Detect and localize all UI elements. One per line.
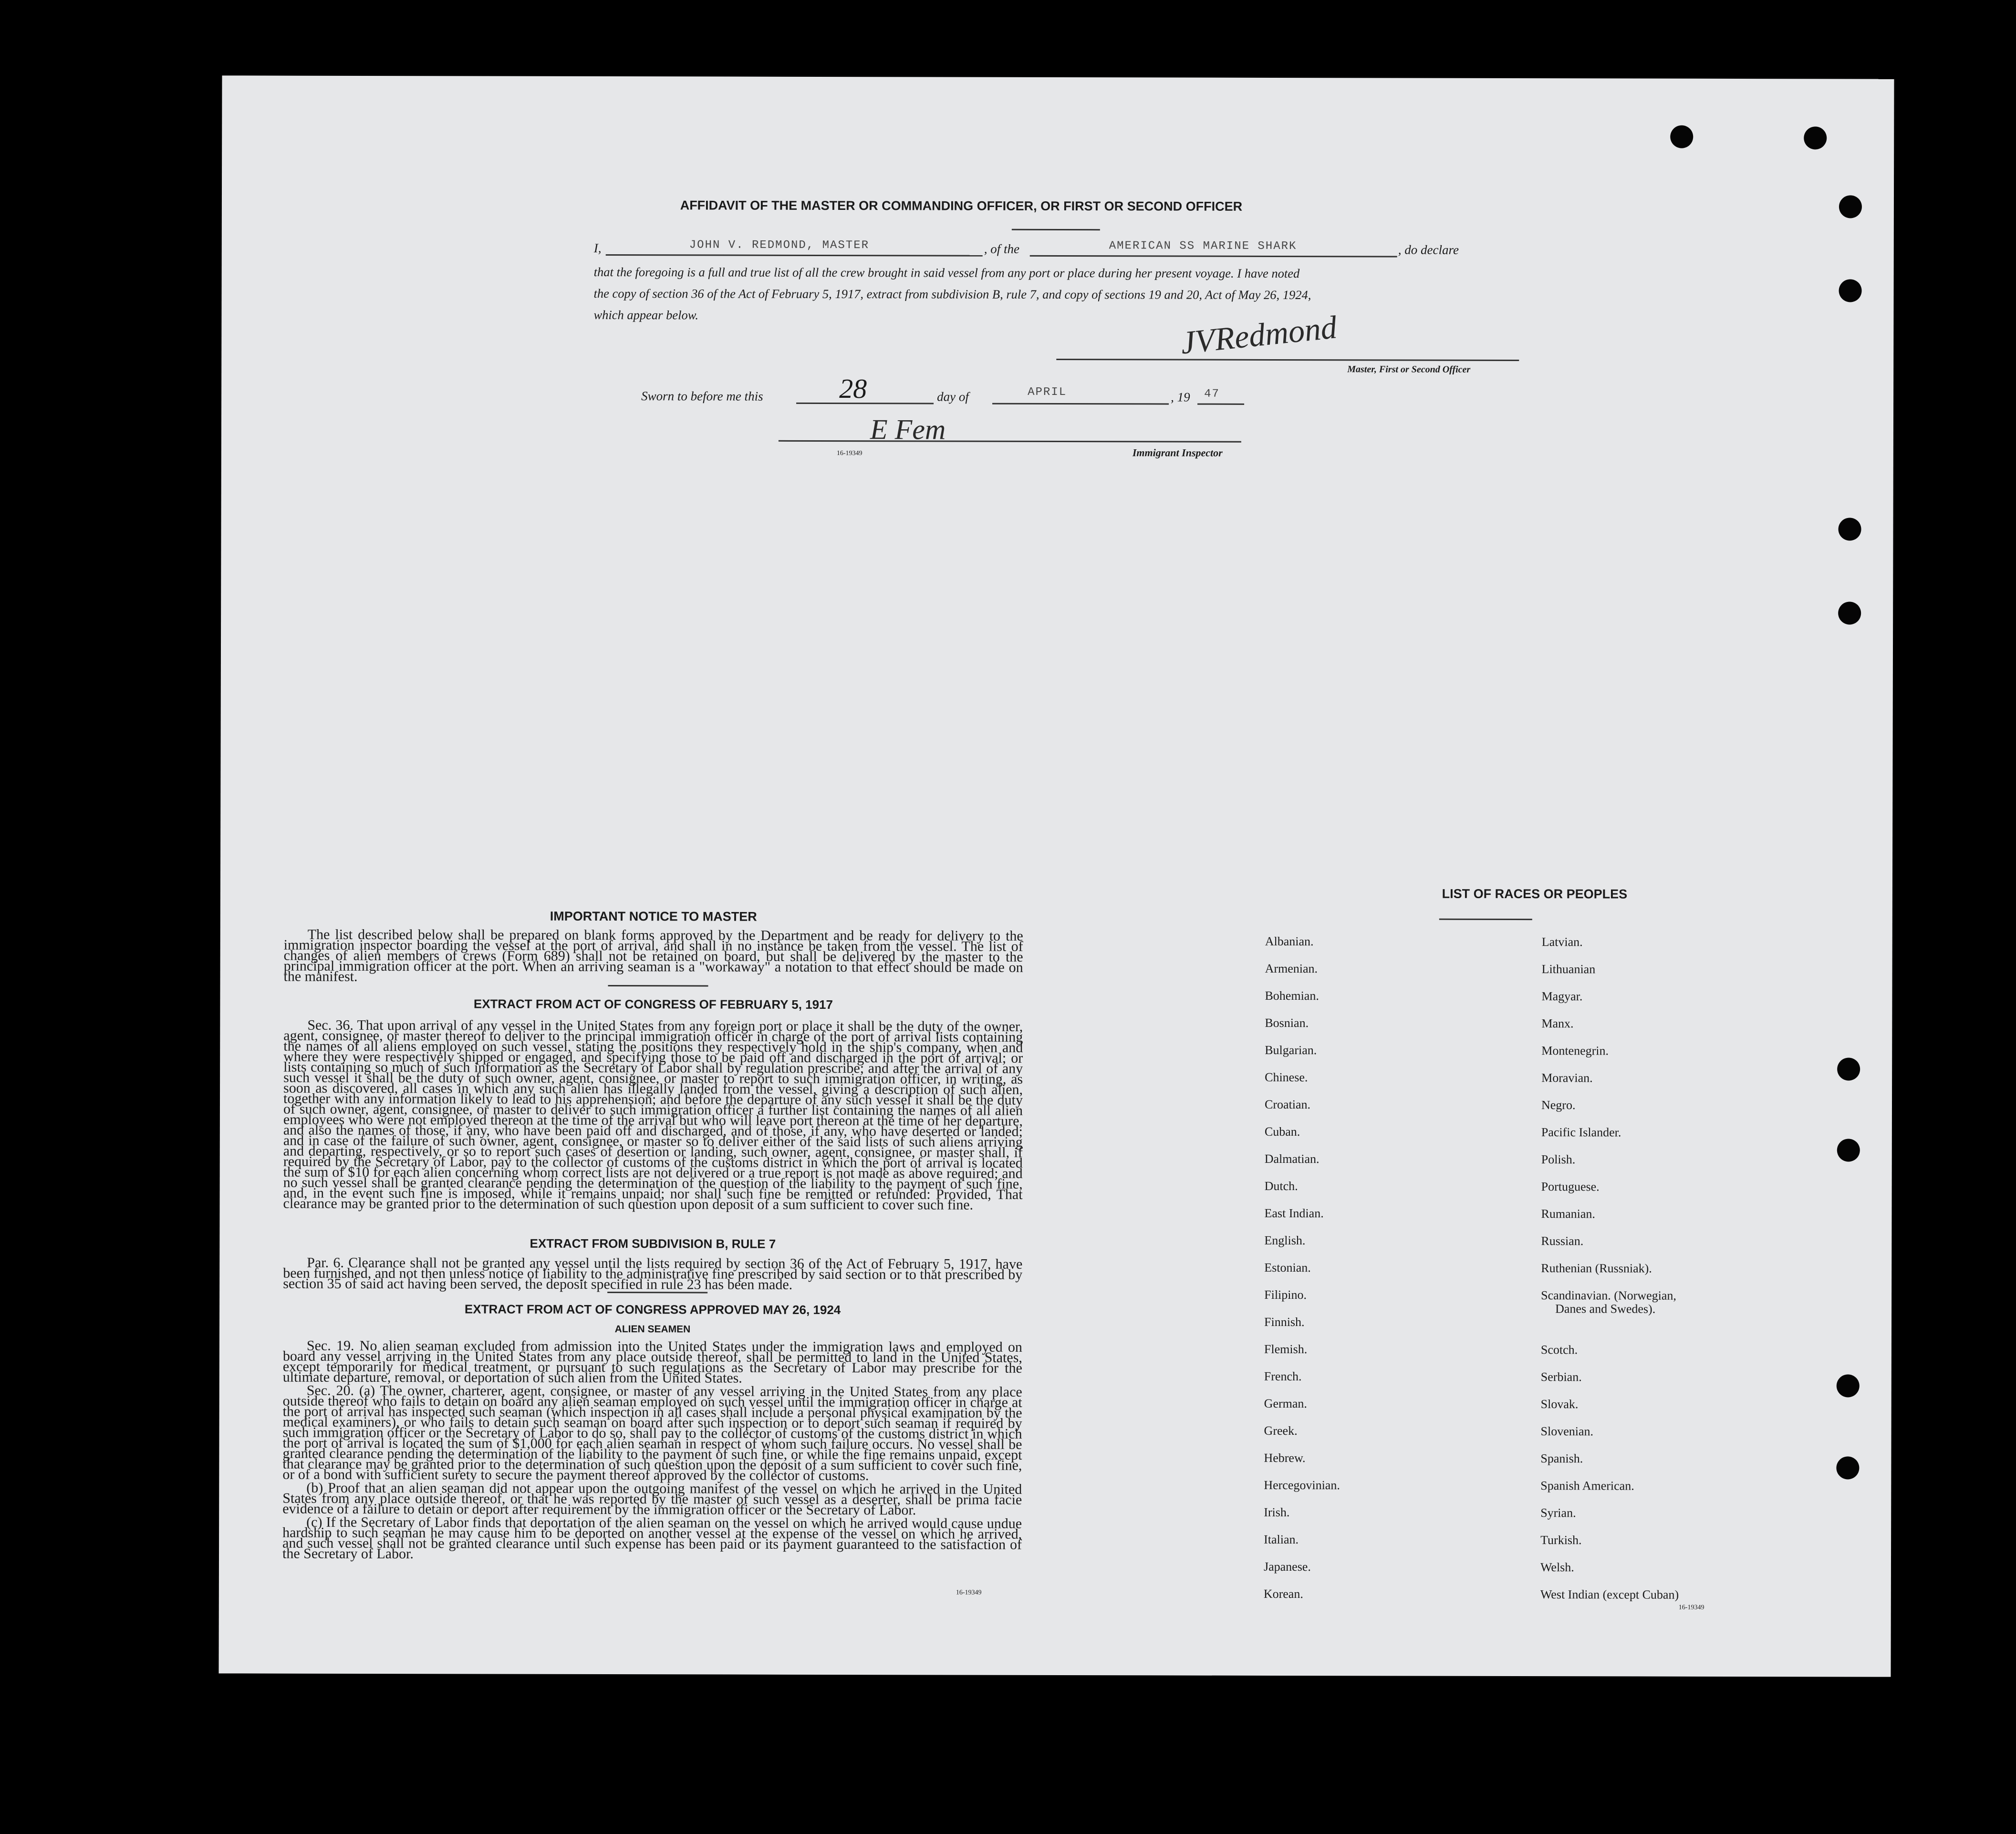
signature-line xyxy=(1056,359,1519,361)
inspector-signature: E Fem xyxy=(870,414,946,446)
race-item: Serbian. xyxy=(1540,1370,1582,1384)
divider xyxy=(1012,229,1100,230)
race-item: Dutch. xyxy=(1264,1179,1298,1193)
race-item: Negro. xyxy=(1541,1098,1576,1112)
race-item: Montenegrin. xyxy=(1541,1044,1609,1058)
signature-caption: Master, First or Second Officer xyxy=(1347,364,1471,375)
races-form-number: 16-19349 xyxy=(1678,1604,1704,1611)
punch-hole xyxy=(1670,125,1693,148)
punch-hole xyxy=(1836,1456,1859,1479)
of-the-label: , of the xyxy=(984,241,1020,256)
extract1-text: Sec. 36. That upon arrival of any vessel in the United States from any foreign port or place it shall be the duty of the owner, agent, consignee, or master thereof to deliver to the principal immigration officer in charge of the port of arrival lists containing the names of all aliens employed on such vessel, stating the positions they respectively hold in the ship's company, when and where they were respectively shipped or engaged, and specifying those to be paid off and discharged in the port of arrival; or lists containing so much of such information as the Secretary of Labor shall by regulation prescribe; and after the arrival of any such vessel it shall be the duty of such owner, agent, consignee, or master to report to such immigration officer, in writing, as soon as discovered, all cases in which any such alien has illegally landed from the vessel, giving a description of such alien, together with any information likely to lead to his apprehension; and before the departure of any such vessel it shall be the duty of such owner, agent, consignee, or master to deliver to such immigration officer a further list containing the names of all alien employees who were not employed thereon at the time of the arrival but who will leave port thereon at the time of her departure, and also the names of those, if any, who have been paid off and discharged, and of those, if any, who have deserted or landed; and in case of the failure of such owner, agent, consignee, or master so to deliver either of the said lists of such aliens arriving and departing, respectively, or so to report such cases of desertion or landing, such owner, agent, consignee, or master shall, if required by the Secretary of Labor, pay to the collector of customs of the customs district in which the port of arrival is located the sum of $10 for each alien concerning whom correct lists are not delivered or a true report is not made as above required; and no such vessel shall be granted clearance pending the determination of the question of the liability to the payment of such fine, and, in the event such fine is imposed, while it remains unpaid; nor shall such fine be remitted or refunded: Provided, That clearance may be granted prior to the determination of such question upon deposit of a sum sufficient to cover such fine. xyxy=(283,1017,1023,1213)
punch-hole xyxy=(1837,1374,1860,1397)
divider xyxy=(1439,919,1532,920)
race-item: Finnish. xyxy=(1264,1315,1305,1329)
sworn-day: 28 xyxy=(839,373,867,404)
race-item: Flemish. xyxy=(1264,1342,1308,1357)
race-item: Slovenian. xyxy=(1540,1424,1594,1439)
master-name-field: JOHN V. REDMOND, MASTER xyxy=(689,238,870,252)
race-item: Russian. xyxy=(1541,1234,1584,1248)
race-item: Dalmatian. xyxy=(1264,1151,1320,1166)
race-item: Cuban. xyxy=(1264,1124,1300,1139)
extract2-text-block xyxy=(283,1254,1023,1294)
punch-hole xyxy=(1838,601,1861,624)
divider xyxy=(608,985,708,986)
race-item: Slovak. xyxy=(1540,1397,1579,1411)
affidavit-body-line-3: which appear below. xyxy=(593,307,699,322)
inspector-signature-line xyxy=(779,440,1241,443)
do-declare-label: , do declare xyxy=(1398,242,1459,257)
sec19-text: Sec. 19. No alien seaman excluded from admission into the United States under the immigration laws and employed on board any vessel arriving in the United States from any place outside thereof, shall be permitted to land in the United States, except temporarily for medical treatment, or pursuant to such regulations as the Secretary of Labor may prescribe for the ultimate departure, removal, or deportation of such alien from the United States. xyxy=(282,1337,1022,1386)
race-item: English. xyxy=(1264,1233,1306,1248)
affidavit-prefix: I, xyxy=(593,240,602,255)
race-item: Bulgarian. xyxy=(1265,1043,1317,1057)
extract1-title: EXTRACT FROM ACT OF CONGRESS OF FEBRUARY 5, 1917 xyxy=(473,996,833,1012)
day-of-label: day of xyxy=(937,389,969,404)
race-item: Hercegovinian. xyxy=(1264,1478,1340,1492)
race-item: Scotch. xyxy=(1540,1343,1578,1357)
race-item: Albanian. xyxy=(1265,934,1314,949)
race-item: Hebrew. xyxy=(1264,1451,1306,1465)
race-item: Japanese. xyxy=(1263,1559,1311,1574)
race-item: Welsh. xyxy=(1540,1560,1574,1575)
punch-hole xyxy=(1838,518,1861,540)
race-item: Lithuanian xyxy=(1541,962,1596,976)
sworn-prefix: Sworn to before me this xyxy=(641,389,763,404)
extract1-text-block xyxy=(283,1017,1023,1213)
race-item: Magyar. xyxy=(1541,989,1583,1004)
divider xyxy=(607,1292,707,1293)
race-item: Spanish. xyxy=(1540,1451,1583,1466)
punch-hole xyxy=(1837,1057,1860,1080)
vessel-field: AMERICAN SS MARINE SHARK xyxy=(1109,239,1297,253)
race-item: Bohemian. xyxy=(1265,988,1319,1003)
race-item: Rumanian. xyxy=(1541,1207,1595,1221)
race-item-continuation: Danes and Swedes). xyxy=(1555,1302,1656,1316)
notice-form-number: 16-19349 xyxy=(956,1589,982,1596)
race-item: Turkish. xyxy=(1540,1533,1582,1547)
race-item: Bosnian. xyxy=(1265,1015,1309,1030)
sworn-month-line xyxy=(992,387,1169,405)
race-item: Syrian. xyxy=(1540,1506,1576,1520)
race-item: French. xyxy=(1264,1369,1302,1384)
race-item: Scandinavian. (Norwegian, xyxy=(1541,1288,1676,1303)
race-item: Ruthenian (Russniak). xyxy=(1541,1261,1652,1275)
extract2-text: Par. 6. Clearance shall not be granted any vessel until the lists required by section 36 of the Act of February 5, 1917, have been furnished, and not then unless notice of liability to the administrative fine prescribed by said section or to that prescribed by section 35 of said act having been served, the deposit specified in rule 23 has been made. xyxy=(283,1254,1023,1293)
sec20a-text: Sec. 20. (a) The owner, charterer, agent, consignee, or master of any vessel arriving in the United States from any place outside thereof who fails to detain on board any alien seaman employed on such vessel until the immigration officer in charge at the port of arrival has inspected such seaman (which inspection in all cases shall include a personal physical examination by the medical examiners), or who fails to detain such seaman on board after such inspection or to deport such seaman if required by such immigration officer or the Secretary of Labor to do so, shall pay to the collector of customs of the customs district in which the port of arrival is located the sum of $1,000 for each alien seaman in respect of whom such failure occurs. No vessel shall be granted clearance pending the determination of the liability to the payment of such fine, or while the fine remains unpaid, except that clearance may be granted prior to the determination of such question upon the deposit of a sum sufficient to cover such fine, or of a bond with sufficient surety to secure the payment thereof approved by the collector of customs. xyxy=(282,1382,1022,1484)
sec20b-text: (b) Proof that an alien seaman did not appear upon the outgoing manifest of the vessel on which he arrived in the United States from any place outside thereof, or that he was reported by the master of such vessel as a deserter, shall be prima facie evidence of a failure to detain or deport after requirement by the immigration officer or the Secretary of Labor. xyxy=(282,1480,1022,1518)
race-item: Latvian. xyxy=(1541,935,1583,949)
form-number: 16-19349 xyxy=(836,450,863,457)
races-title: LIST OF RACES OR PEOPLES xyxy=(1442,886,1628,901)
race-item: Greek. xyxy=(1264,1423,1298,1438)
punch-hole xyxy=(1804,126,1827,149)
race-item: East Indian. xyxy=(1264,1206,1324,1221)
notice-title: IMPORTANT NOTICE TO MASTER xyxy=(550,909,757,924)
affidavit-title: AFFIDAVIT OF THE MASTER OR COMMANDING OFFICER, OR FIRST OR SECOND OFFICER xyxy=(680,198,1243,214)
punch-hole xyxy=(1839,279,1862,302)
race-item: Portuguese. xyxy=(1541,1180,1600,1194)
race-item: Chinese. xyxy=(1265,1070,1308,1085)
race-item: Korean. xyxy=(1263,1586,1303,1601)
punch-hole xyxy=(1839,195,1862,218)
race-item: Pacific Islander. xyxy=(1541,1125,1621,1140)
extract3-text-block xyxy=(282,1337,1022,1564)
inspector-caption: Immigrant Inspector xyxy=(1132,446,1223,459)
notice-text-block xyxy=(283,926,1023,986)
notice-text: The list described below shall be prepared on blank forms approved by the Department and be ready for delivery to the immigration inspector boarding the vessel at the port of arrival, and shall in no instance be taken from the vessel. The list of changes of alien members of crews (Form 689) shall not be retained on board, but shall be delivered by the master to the principal immigration officer at the port. When an arriving seaman is a "workaway" a notation to that effect should be made on the manifest. xyxy=(283,926,1023,984)
master-signature: JVRedmond xyxy=(1179,309,1339,361)
race-item: Filipino. xyxy=(1264,1287,1307,1302)
document-page xyxy=(218,75,1894,1677)
race-item: German. xyxy=(1264,1396,1307,1411)
extract3-title: EXTRACT FROM ACT OF CONGRESS APPROVED MAY 26, 1924 xyxy=(464,1302,841,1317)
sworn-year: 47 xyxy=(1204,387,1220,401)
extract2-title: EXTRACT FROM SUBDIVISION B, RULE 7 xyxy=(530,1236,776,1251)
affidavit-body-line-2: the copy of section 36 of the Act of February 5, 1917, extract from subdivision B, rule 7, and copy of sections 19 and 20, Act of May 26, 1924, xyxy=(593,286,1311,302)
race-item: Manx. xyxy=(1541,1016,1574,1031)
race-item: West Indian (except Cuban) xyxy=(1540,1587,1679,1602)
race-item: Croatian. xyxy=(1264,1097,1311,1112)
sworn-month: APRIL xyxy=(1028,385,1067,399)
extract3-subtitle: ALIEN SEAMEN xyxy=(614,1324,691,1335)
race-item: Estonian. xyxy=(1264,1260,1311,1275)
race-item: Italian. xyxy=(1264,1532,1299,1547)
race-item: Irish. xyxy=(1264,1505,1290,1520)
race-item: Polish. xyxy=(1541,1152,1576,1167)
sec20c-text: (c) If the Secretary of Labor finds that deportation of the alien seaman on the vessel on which he arrived would cause undue hardship to such seaman he may cause him to be deported on another vessel at the expense of the vessel on which he arrived, and such vessel shall not be granted clearance until such expense has been paid or its payment guaranteed to the satisfaction of the Secretary of Labor. xyxy=(282,1514,1022,1562)
race-item: Moravian. xyxy=(1541,1071,1593,1085)
affidavit-body-line-1: that the foregoing is a full and true list of all the crew brought in said vessel from any port or place during her present voyage. I have noted xyxy=(593,264,1300,281)
race-item: Armenian. xyxy=(1265,961,1318,976)
year-prefix: , 19 xyxy=(1171,390,1190,404)
punch-hole xyxy=(1837,1139,1860,1161)
race-item: Spanish American. xyxy=(1540,1479,1634,1493)
